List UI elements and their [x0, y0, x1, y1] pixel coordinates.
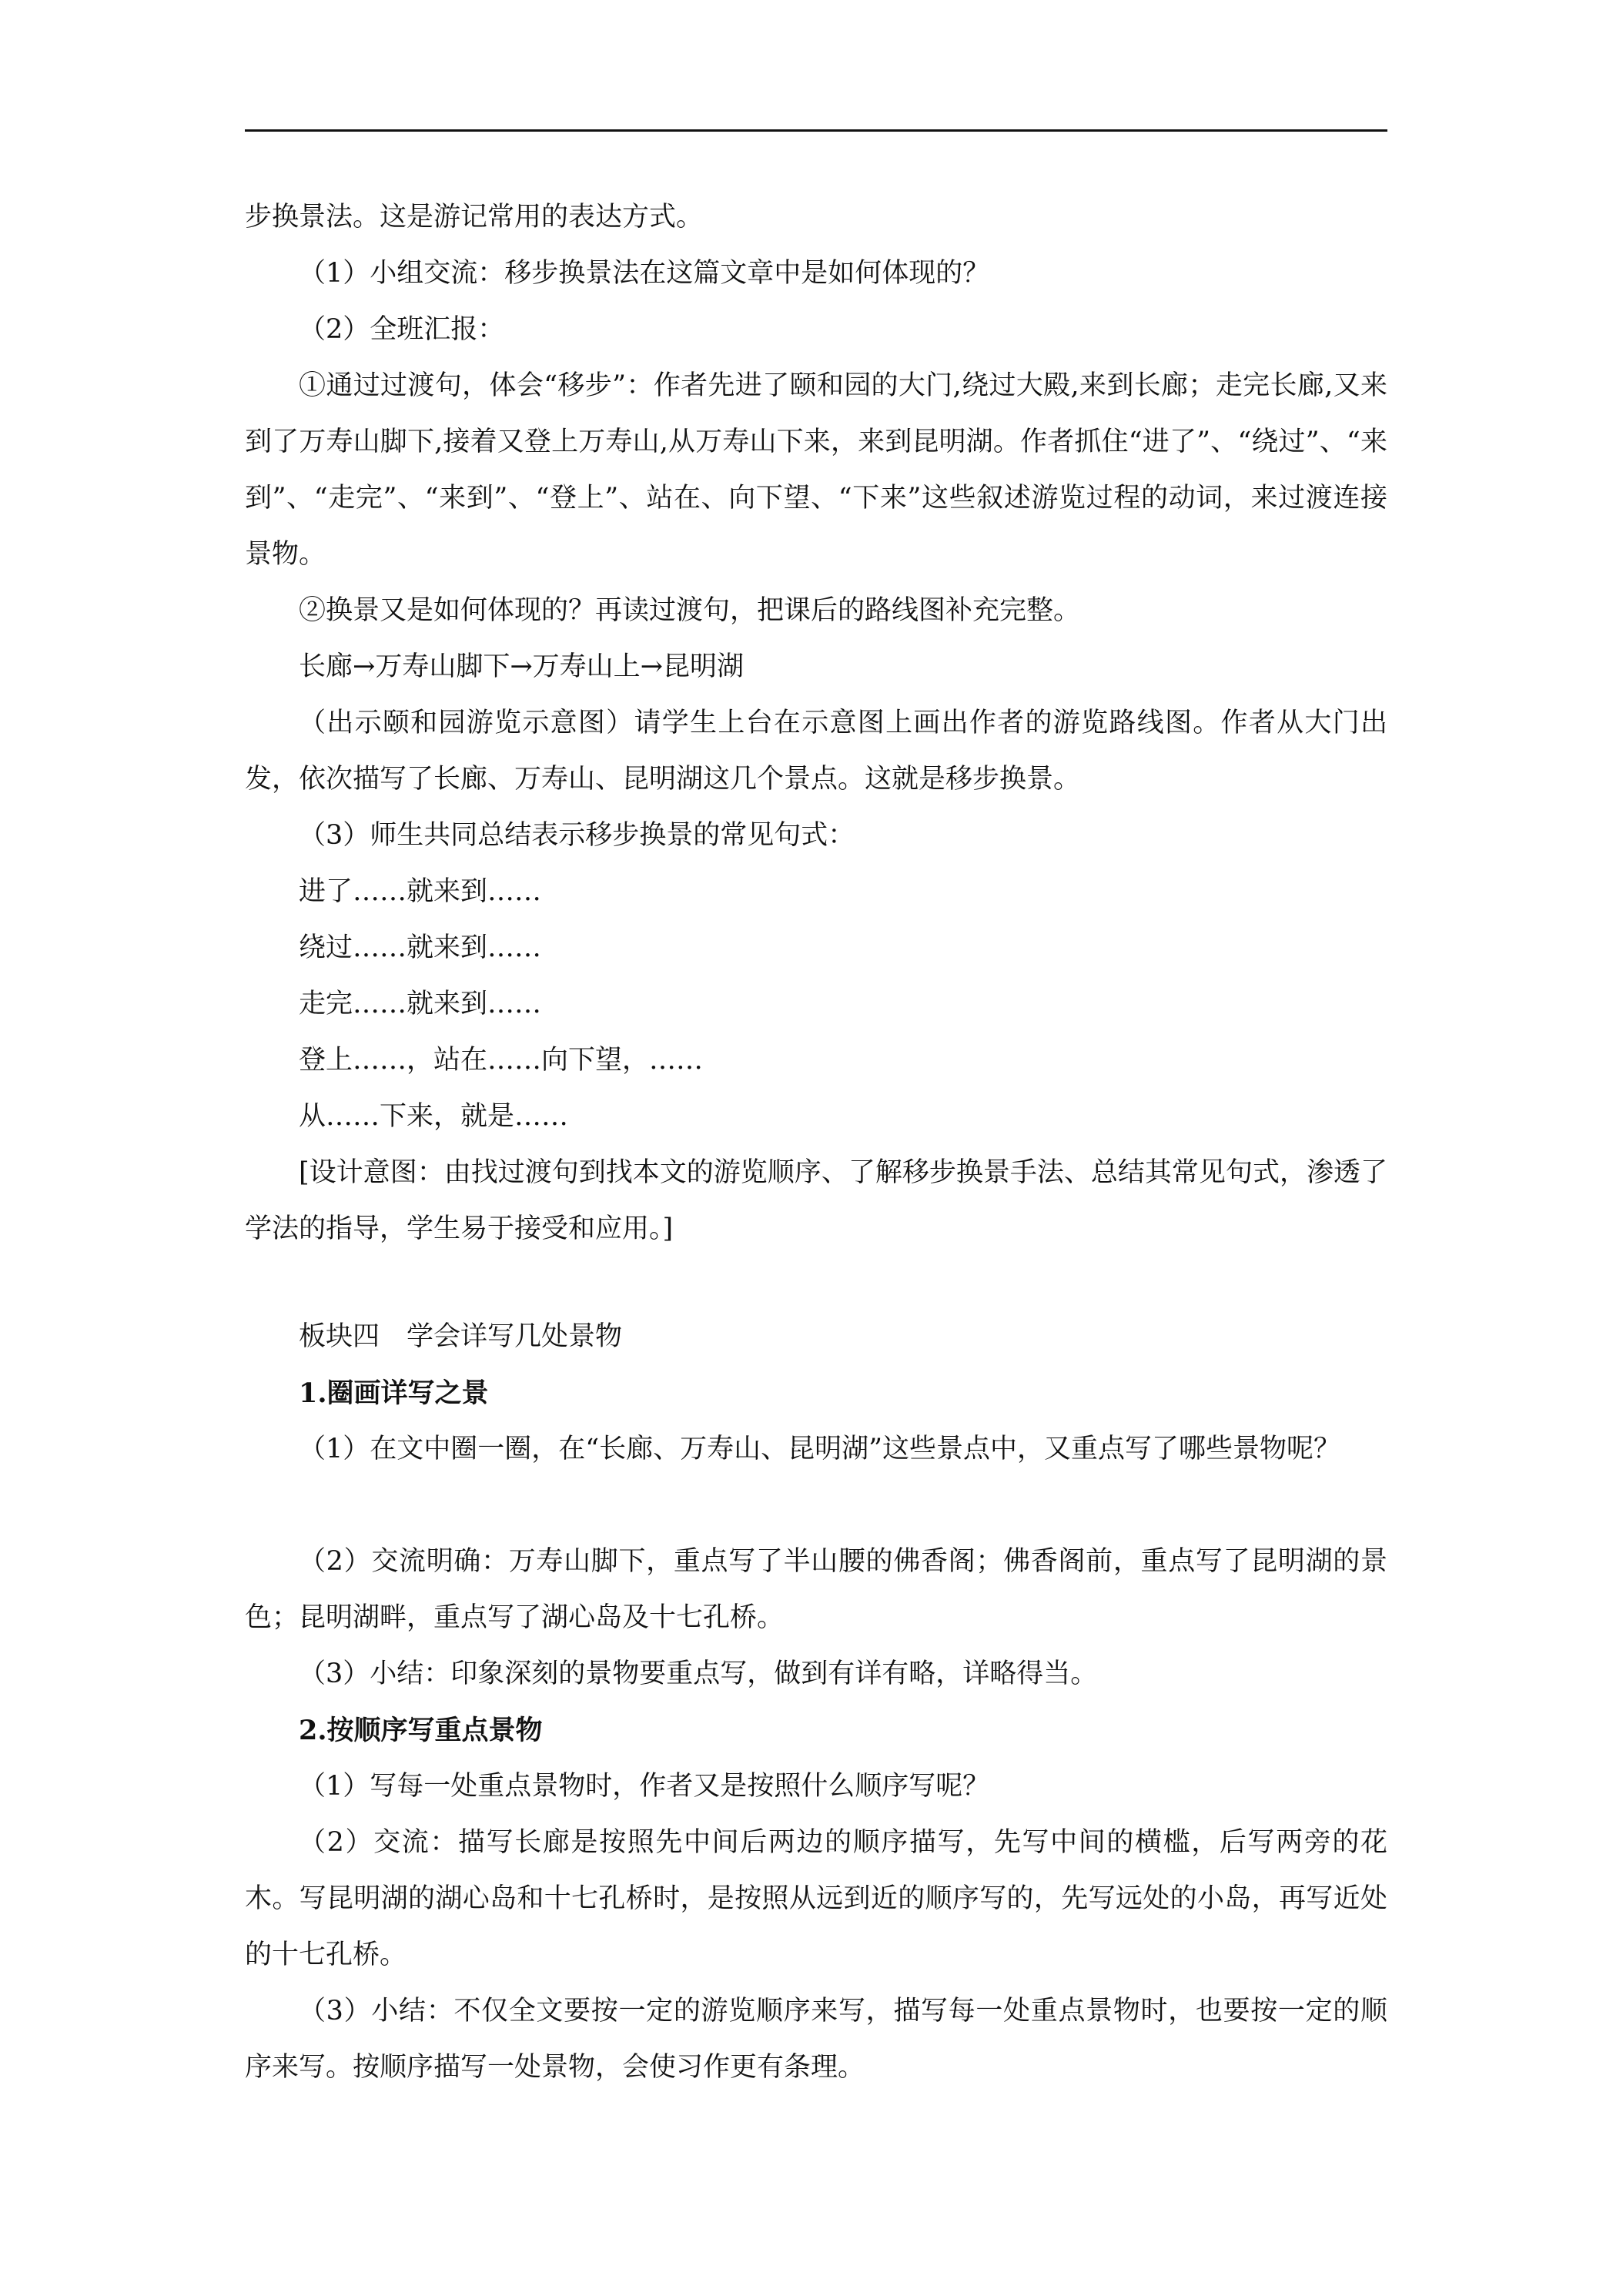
step-3-summary-patterns: （3）师生共同总结表示移步换景的常见句式： [299, 820, 855, 851]
route-map-paragraph: （出示颐和园游览示意图）请学生上台在示意图上画出作者的游览路线图。作者从大门出发，依次描写了长廊、万寿山、昆明湖这几个景点。这就是移步换景。 [245, 708, 1387, 795]
pattern-1: 进了……就来到…… [299, 876, 542, 907]
step-2-class-report: （2）全班汇报： [299, 314, 505, 345]
pattern-2: 绕过……就来到…… [299, 932, 542, 963]
subsection-1-step-2: （2）交流明确：万寿山脚下，重点写了半山腰的佛香阁；佛香阁前，重点写了昆明湖的景色；昆明湖畔，重点写了湖心岛及十七孔桥。 [245, 1546, 1387, 1633]
point-2-scene-change: ②换景又是如何体现的？再读过渡句，把课后的路线图补充完整。 [299, 595, 1081, 626]
step-1-group-discussion: （1）小组交流：移步换景法在这篇文章中是如何体现的？ [299, 258, 990, 289]
subsection-1-step-1: （1）在文中圈一圈，在“长廊、万寿山、昆明湖”这些景点中，又重点写了哪些景物呢？ [299, 1434, 1341, 1464]
pattern-5: 从……下来，就是…… [299, 1101, 569, 1132]
paragraph-intro-continuation: 步换景法。这是游记常用的表达方式。 [245, 202, 704, 233]
subheading-2: 2.按顺序写重点景物 [299, 1715, 543, 1746]
subsection-2-step-2: （2）交流：描写长廊是按照先中间后两边的顺序描写，先写中间的横槛，后写两旁的花木。写昆明湖的湖心岛和十七孔桥时，是按照从远到近的顺序写的，先写远处的小岛，再写近处的十七孔桥。 [245, 1827, 1387, 1970]
subheading-1: 1.圈画详写之景 [299, 1377, 489, 1409]
pattern-4: 登上……，站在……向下望，…… [299, 1045, 704, 1076]
subsection-1-step-3: （3）小结：印象深刻的景物要重点写，做到有详有略，详略得当。 [299, 1658, 1098, 1689]
subsection-2-step-3: （3）小结：不仅全文要按一定的游览顺序来写，描写每一处重点景物时，也要按一定的顺序来写。按顺序描写一处景物，会使习作更有条理。 [245, 1996, 1387, 2083]
point-1-transition-sentences: ①通过过渡句，体会“移步”：作者先进了颐和园的大门,绕过大殿,来到长廊；走完长廊,又来到了万寿山脚下,接着又登上万寿山,从万寿山下来，来到昆明湖。作者抓住“进了”、“绕过”、“来到”、“走完”、“来到”、“登上”、站在、向下望、“下来”这些叙述游览过程的动词，来过渡连接景物。 [245, 370, 1387, 570]
pattern-3: 走完……就来到…… [299, 989, 542, 1019]
subsection-2-step-1: （1）写每一处重点景物时，作者又是按照什么顺序写呢？ [299, 1771, 990, 1802]
header-rule [245, 129, 1387, 132]
route-sequence: 长廊→万寿山脚下→万寿山上→昆明湖 [299, 651, 744, 682]
design-intent-note: [设计意图：由找过渡句到找本文的游览顺序、了解移步换景手法、总结其常见句式，渗透了学法的指导，学生易于接受和应用。] [245, 1157, 1387, 1244]
section-4-heading: 板块四 学会详写几处景物 [299, 1321, 623, 1352]
